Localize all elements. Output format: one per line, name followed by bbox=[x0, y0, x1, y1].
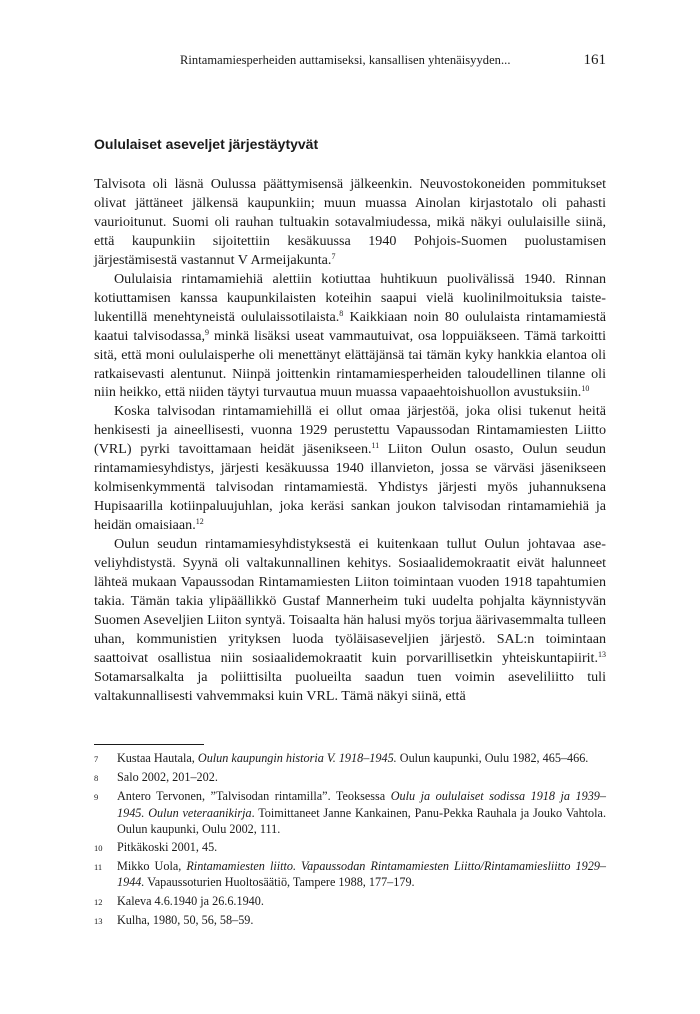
footnotes bbox=[94, 750, 606, 931]
footnote-title: Oulu ja oululaiset sodissa 1918 ja 1939–1945. Oulun veteraanikirja bbox=[117, 789, 606, 820]
footnote-text bbox=[117, 788, 606, 837]
paragraph-text: Talvisota oli läsnä Oulussa päättymisensä jälkeenkin. Neuvostokoneiden pommitukset olivat jättäneet jälkensä kaupunkiin; muun muassa Ainolan kirjastotalo oli pahasti vaurioitunut. Suomi oli rauhan tultuakin sotavalmiudessa, mikä näkyi oululaisille siinä, että kaupunkiin sijoitettiin kesäkuussa 1940 Pohjois-Suomen puolustamisen järjestämisestä vastannut V Armeijakunta. bbox=[94, 176, 606, 268]
footnote-12 bbox=[94, 893, 606, 910]
footnote-part: Pitkäkoski 2001, 45. bbox=[117, 840, 218, 855]
footnote-text bbox=[117, 912, 606, 929]
footnote-text bbox=[117, 750, 606, 767]
paragraph-2 bbox=[94, 270, 606, 403]
paragraph-text: Liiton Oulun osasto, Oulun seudun rintamamiesyhdistys, järjesti kesäkuussa 1940 illanvieton, jossa se värväsi jäsenikseen kolmisenkymmentä talvisodan rintamamiestä. Yhdistys järjesti myös juhannuksena Hupisaarilla kotiinpaluujuhlan, joka keräsi sankan joukon talvisodan rintamamiehiä ja heidän omaisiaan. bbox=[94, 441, 606, 534]
paragraph-3 bbox=[94, 402, 606, 535]
footnote-title: Oulun kaupungin historia V. 1918–1945. bbox=[197, 751, 397, 765]
footnote-text bbox=[117, 858, 606, 890]
footnote-part: Kulha, 1980, 50, 56, 58–59. bbox=[117, 912, 254, 927]
footnote-ref: 12 bbox=[195, 517, 204, 527]
running-header bbox=[94, 52, 606, 69]
footnote-number: 9 bbox=[94, 792, 99, 803]
body-text bbox=[94, 175, 606, 706]
page-number: 161 bbox=[583, 52, 606, 68]
footnote-part: Kustaa Hautala, bbox=[117, 751, 198, 765]
footnote-title: Rintamamiesten liitto. Vapaussodan Rintamamiesten Liitto/Rintamamiesliitto 1929–1944. bbox=[117, 859, 607, 890]
paragraph-1 bbox=[94, 175, 606, 270]
footnote-9 bbox=[94, 788, 606, 837]
paragraph-text: Oululaisia rintamamiehiä alettiin kotiuttaa huhtikuun puolivälissä 1940. Rinnan kotiuttamisen kanssa kaupunkilaisten koteihin saapui vielä kuolinilmoituksia taistelukentillä menehtyneistä oululaissotilaista. bbox=[94, 270, 606, 325]
footnote-text bbox=[117, 769, 606, 786]
footnote-number: 8 bbox=[94, 773, 99, 784]
footnote-number: 7 bbox=[94, 754, 99, 764]
footnote-11 bbox=[94, 858, 606, 890]
paragraph-text: Sotamarsalkalta ja poliittisilta puolueilta saadun tuen voimin aseveliliitto tuli valtakunnallisesti vahvemmaksi kuin VRL. Tämä näkyi siinä, että bbox=[94, 668, 606, 704]
footnote-10 bbox=[94, 839, 606, 856]
footnote-7 bbox=[94, 750, 606, 767]
footnote-ref: 9 bbox=[205, 327, 210, 337]
footnote-8 bbox=[94, 769, 606, 786]
footnote-divider bbox=[94, 744, 204, 745]
footnote-number: 10 bbox=[94, 843, 103, 854]
footnote-text bbox=[117, 893, 606, 910]
footnote-part: Kaleva 4.6.1940 ja 26.6.1940. bbox=[117, 893, 264, 908]
footnote-ref: 7 bbox=[331, 251, 336, 261]
footnote-text bbox=[117, 839, 606, 856]
footnote-number: 12 bbox=[94, 896, 103, 907]
footnote-number: 11 bbox=[94, 862, 103, 873]
footnote-part: . Toimittaneet Janne Kankainen, Panu-Pekka Rauhala ja Jouko Vahtola. Oulun kaupunki, Oulu 2002, 111. bbox=[117, 805, 606, 836]
footnote-ref: 10 bbox=[581, 384, 590, 394]
paragraph-text: Oulun seudun rintamamiesyhdistyksestä ei kuitenkaan tullut Oulun johtavaa aseveliyhdistystä. Syynä oli valtakunnallinen kehitys. Sosiaalidemokraatit eivät halunneet lähteä mukaan Vapaussodan Rintamamiesten Liiton toimintaan vuoden 1918 tapahtumien takia. Tämän takia ylipäällikkö Gustaf Mannerheim tuki uudelta pohjalta käynnistyvän Suomen Aseveljien Liiton syntyä. Toisaalta hän halusi myös torjua äärivasemmalta tulleen uhan, kommunistien yrityksen luoda työläisaseveljien järjestö. SAL:n toimintaan saattoivat osallistua niin sosiaalidemokraatit kuin porvarillisetkin yhteiskuntapiirit. bbox=[94, 536, 606, 666]
footnote-ref: 8 bbox=[339, 308, 344, 318]
footnote-ref: 13 bbox=[598, 649, 606, 659]
section-heading: Oululaiset aseveljet järjestäytyvät bbox=[94, 136, 319, 152]
paragraph-text: minkä lisäksi useat vammautuivat, osa loppuiäkseen. Tämä tarkoitti sitä, että moni oululaisperhe oli menettänyt elättäjänsä tai tämän kyky hankkia elantoa oli ratkaisevasti alentunut. Niinpä joittenkin rintamamiesperheiden taloudellinen tilanne oli niin heikko, että niiden täytyi turvautua muun muassa vapaaehtoishuollon avustuksiin. bbox=[94, 327, 606, 401]
footnote-number: 13 bbox=[94, 915, 103, 926]
footnote-part: Salo 2002, 201–202. bbox=[117, 770, 218, 785]
footnote-part: Antero Tervonen, ”Talvisodan rintamilla”. Teoksessa bbox=[117, 789, 391, 804]
paragraph-text: Koska talvisodan rintamamiehillä ei ollut omaa järjestöä, joka olisi tukenut heitä henkisesti ja aineellisesti, vuonna 1929 perustettu Vapaussodan Rintamamiesten Liitto (VRL) pyrki tavoittamaan heidät jäsenikseen. bbox=[94, 403, 606, 458]
paragraph-4 bbox=[94, 535, 606, 706]
paragraph-text: Kaikkiaan noin 80 oululaista rintamamiestä kaatui talvisodassa, bbox=[94, 308, 606, 344]
footnote-13 bbox=[94, 912, 606, 929]
footnote-part: Mikko Uola, bbox=[117, 859, 187, 874]
footnote-ref: 11 bbox=[371, 441, 380, 451]
footnote-part: Oulun kaupunki, Oulu 1982, 465–466. bbox=[396, 751, 589, 765]
running-title: Rintamamiesperheiden auttamiseksi, kansallisen yhtenäisyyden... bbox=[180, 53, 511, 67]
footnote-part: Vapaussoturien Huoltosäätiö, Tampere 1988, 177–179. bbox=[144, 875, 415, 890]
